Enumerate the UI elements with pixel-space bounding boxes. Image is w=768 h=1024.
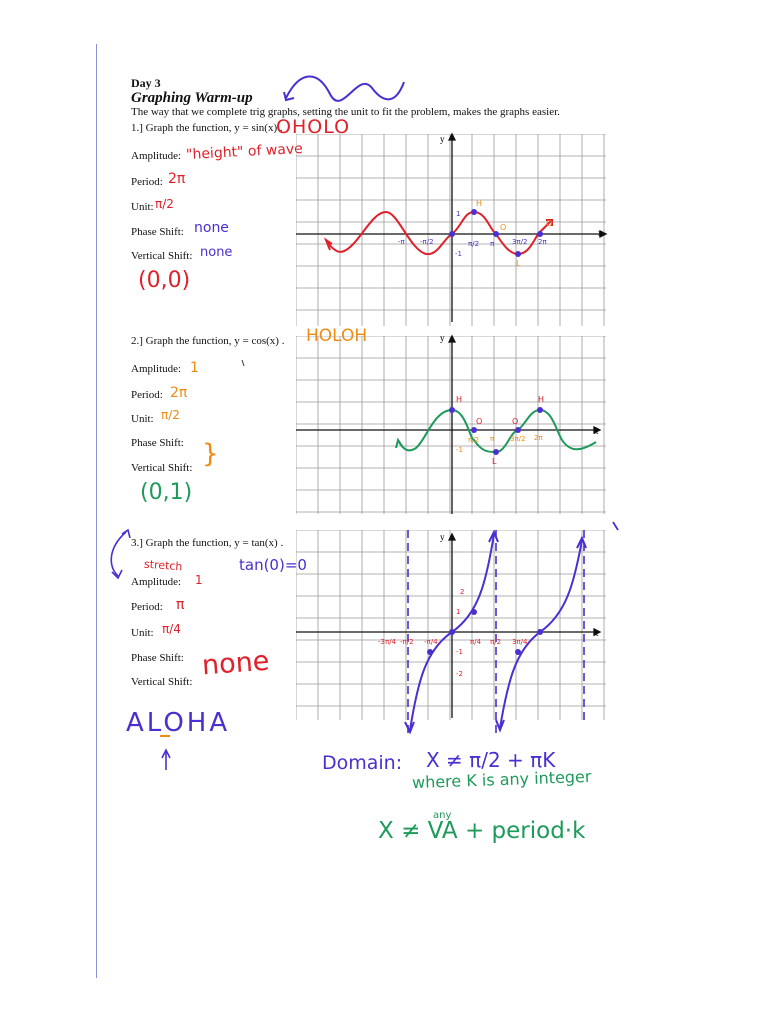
p1-amplitude-answer: "height" of wave [185,140,304,164]
g2-mark-half-pi: π/2 [468,436,480,444]
day-label: Day 3 [131,76,161,90]
p1-phase-answer: none [194,220,229,236]
g2-mark-o1: O [476,417,483,426]
p2-amplitude-label: Amplitude: [131,363,182,375]
p2-phase-label: Phase Shift: [131,437,184,449]
tan-point-three-quarter [515,649,521,655]
problem-1-prompt: 1.] Graph the function, y = sin(x) . [131,122,283,134]
header-wave-doodle [286,76,404,100]
p2-vertical-label: Vertical Shift: [131,462,193,474]
p1-amplitude-label: Amplitude: [131,150,182,162]
sine-point-max [471,209,477,215]
tan-point-origin [449,629,455,635]
p3-phase-answer: none [201,645,271,682]
g2-mark-pi: π [490,435,495,443]
p1-start-point: (0,0) [138,268,191,293]
g2-mark-o2: O [512,417,519,426]
g1-mark-pi: π [490,240,495,248]
cos-point-max-2 [537,407,543,413]
domain-any-note: any [433,810,452,821]
g2-mark-h2: H [538,395,545,404]
g3-mark-neg-quarter-pi: -π/4 [424,638,438,646]
p2-unit-label: Unit: [131,413,154,425]
problem-3-prompt: 3.] Graph the function, y = tan(x) . [131,537,284,549]
p3-period-label: Period: [131,601,163,613]
p3-unit-label: Unit: [131,627,154,639]
p1-phase-label: Phase Shift: [131,226,184,238]
p3-unit-answer: π/4 [162,622,181,636]
stray-mark [613,522,618,530]
p1-unit-label: Unit: [131,201,154,213]
g1-mark-h: H [476,199,483,208]
graph-2-x-label: x [594,426,599,436]
p1-period-label: Period: [131,176,163,188]
graph-1-y-label: y [440,134,445,144]
g3-mark-neg-half-pi: -π/2 [400,638,414,646]
domain-expression: X ≠ π/2 + πK [426,748,556,772]
g3-mark-quarter-pi: π/4 [470,638,482,646]
p3-phase-label: Phase Shift: [131,652,184,664]
cosine-curve [398,410,596,452]
cos-point-zero-2 [515,427,521,433]
g1-mark-two-pi: 2π [538,238,547,246]
g2-mark-two-pi: 2π [534,434,543,442]
g3-mark-neg-one: -1 [456,648,463,656]
tan-point-neg-quarter [427,649,433,655]
g3-mark-neg-three-quarter-pi: -3π/4 [378,638,397,646]
g1-mark-half-pi: π/2 [468,240,480,248]
g1-mark-one: 1 [456,210,461,218]
graph-1-x-label: x [598,228,603,238]
g3-mark-neg-two: -2 [456,670,463,678]
domain-formula: X ≠ VA + period·k [378,818,586,844]
domain-label: Domain: [322,752,403,774]
domain-where-note: where K is any integer [411,766,592,793]
p1-period-answer: 2π [168,171,186,187]
p1-vertical-answer: none [200,245,233,260]
p2-period-answer: 2π [170,385,188,401]
cos-point-zero-1 [471,427,477,433]
sine-curve [326,212,552,254]
graph-3-x-label: x [594,628,599,638]
graph-2-y-label: y [440,333,445,343]
sine-arrow-left [326,240,332,250]
graph-3-y-label: y [440,532,445,542]
stretch-doodle-arrowhead-top [122,530,130,538]
sine-point-origin [449,231,455,237]
p2-amplitude-answer: 1 [190,360,199,376]
worksheet-intro: The way that we complete trig graphs, setting the unit to fit the problem, makes the graphs easier. [131,106,560,118]
p2-phase-answer: } [202,439,219,469]
p3-vertical-label: Vertical Shift: [131,676,193,688]
p2-unit-answer: π/2 [161,408,180,422]
tan-point-quarter [471,609,477,615]
g2-mark-l: L [492,457,497,466]
p2-period-label: Period: [131,389,163,401]
cosine-arrow-left [396,440,402,448]
g3-mark-two: 2 [460,588,465,596]
g2-mark-h1: H [456,395,463,404]
problem-2-pattern: HOLOH [306,326,368,346]
g1-mark-neg-half-pi: -π/2 [420,238,434,246]
g2-mark-three-half-pi: 3π/2 [510,435,526,443]
p1-vertical-label: Vertical Shift: [131,250,193,262]
sine-point-min [515,251,521,257]
p3-amplitude-label: Amplitude: [131,576,182,588]
g1-mark-l: L [516,259,521,268]
problem-3-pattern: tan(0)=0 [239,556,307,574]
g1-mark-o1: O [500,223,507,232]
g3-mark-one: 1 [456,608,461,616]
cos-point-min [493,449,499,455]
cos-point-max [449,407,455,413]
problem-2-prompt: 2.] Graph the function, y = cos(x) . [131,335,285,347]
p3-period-answer: π [176,597,185,613]
graph-3-axes [296,534,600,718]
stretch-doodle-arrow [111,532,126,576]
tan-point-pi [537,629,543,635]
graph-1-axes [296,134,606,322]
g3-mark-half-pi: π/2 [490,638,502,646]
g2-mark-neg-one: -1 [456,446,463,454]
p3-aloha-word: ALOHA [126,708,231,738]
g1-mark-neg-pi: -π [398,238,405,246]
p3-stretch-note: stretch [143,557,183,574]
sine-point-2pi [537,231,543,237]
p2-start-point: (0,1) [140,480,193,505]
g3-mark-three-quarter-pi: 3π/4 [512,638,528,646]
problem-1-pattern: OHOLO [276,116,351,138]
sine-point-pi [493,231,499,237]
g1-mark-o2: O [546,219,553,228]
p3-amplitude-answer: 1 [195,573,203,587]
p1-unit-answer: π/2 [155,197,174,211]
g1-mark-three-half-pi: 3π/2 [512,238,528,246]
worksheet-title: Graphing Warm-up [131,90,253,106]
g1-mark-neg-one: -1 [455,250,462,258]
tick-mark [242,360,244,366]
